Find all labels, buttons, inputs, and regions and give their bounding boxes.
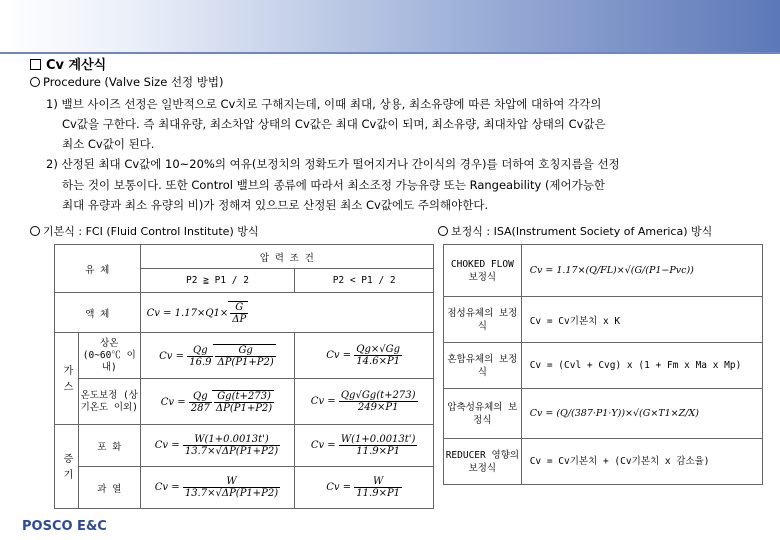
condition-p2-ge: P2 ≧ P1 / 2: [140, 269, 295, 293]
steam-saturated-label: 포 화: [78, 425, 140, 467]
gas-temp-corr-label: 온도보정 (상기온도 이외): [78, 379, 140, 425]
isa-heading: 보정식 : ISA(Instrument Society of America) 방식: [438, 223, 712, 241]
condition-p2-lt: P2 < P1 / 2: [295, 269, 434, 293]
steam-superheated-label: 과 열: [78, 467, 140, 509]
fci-heading: 기본식 : FCI (Fluid Control Institute) 방식: [30, 223, 259, 241]
slide-title-text: Cv 계산식: [46, 58, 107, 73]
circle-bullet-icon: [30, 226, 40, 236]
steam-sat-formula-a: Cv = $\frac{W(1+0.0013t')}{13.7\times√\Delta P(P1+P2)}$: [140, 425, 295, 467]
isa-formula-viscous: Cv = Cv기본치 x K: [521, 297, 762, 343]
isa-correction-table: [443, 244, 763, 485]
steam-label: 증 기: [55, 425, 79, 509]
isa-formula-mixed: Cv = (Cvl + Cvg) x (1 + Fm x Ma x Mp): [521, 343, 762, 389]
procedure-heading: Procedure (Valve Size 선정 방법): [30, 73, 224, 91]
procedure-line-6: 최대 유량과 최소 유량의 비)가 정해져 있으므로 산정된 최소 Cv값에도 주의해야한다.: [62, 198, 489, 212]
procedure-line-2: Cv값을 구한다. 즉 최대유량, 최소차압 상태의 Cv값은 최대 Cv값이 되며, 최소유량, 최대차압 상태의 Cv값은: [62, 117, 606, 131]
gas-room-formula-b: Cv = $\frac{Qg\times√Gg}{14.6\times P1}$: [295, 333, 434, 379]
isa-formula-compressible: Cv = (Q/(387·P1·Y))×√(G×T1×Z/X): [521, 389, 762, 439]
gas-room-formula-a: Cv = $\frac{Qg}{16.9}$ $\frac{Gg}{\Delta P(P1+P2)}$: [140, 333, 295, 379]
fluid-header: 유 체: [55, 245, 141, 293]
isa-label-reducer: REDUCER 영향의 보정식: [444, 439, 522, 485]
procedure-line-3: 최소 Cv값이 된다.: [62, 137, 155, 151]
procedure-line-4: 2) 산정된 최대 Cv값에 10~20%의 여유(보정치의 정확도가 떨어지거나 간이식의 경우)를 더하여 호칭지름을 선정: [46, 157, 620, 171]
steam-super-formula-a: Cv = $\frac{W}{13.7\times√\Delta P(P1+P2)}$: [140, 467, 295, 509]
fci-formula-table: [54, 244, 434, 509]
liquid-formula: Cv = 1.17×Q1× $\frac{G}{\Delta P}$: [140, 293, 433, 333]
isa-label-viscous: 점성유체의 보정식: [444, 297, 522, 343]
gas-room-temp-label: 상온 (0~60℃ 이내): [78, 333, 140, 379]
isa-formula-reducer: Cv = Cv기본치 + (Cv기본치 x 감소율): [521, 439, 762, 485]
procedure-line-1: 1) 밸브 사이즈 선정은 일반적으로 Cv치로 구해지는데, 이때 최대, 상용, 최소유량에 따른 차압에 대하여 각각의: [46, 97, 602, 111]
steam-super-formula-b: Cv = $\frac{W}{11.9\times P1}$: [295, 467, 434, 509]
isa-label-compressible: 압축성유체의 보정식: [444, 389, 522, 439]
gas-temp-formula-a: Cv = $\frac{Qg}{287}$ $\frac{Gg(t+273)}{\Delta P(P1+P2)}$: [140, 379, 295, 425]
isa-formula-choked: Cv = 1.17×(Q/FL)×√(G/(P1−Pvc)): [521, 245, 762, 297]
slide-title: [30, 54, 106, 73]
liquid-label: 액 체: [55, 293, 141, 333]
gas-temp-formula-b: Cv = $\frac{Qg√Gg(t+273)}{249\times P1}$: [295, 379, 434, 425]
circle-bullet-icon: [438, 226, 448, 236]
square-bullet-icon: [30, 59, 41, 70]
header-divider: [0, 52, 780, 54]
header-gradient-bar: [0, 0, 780, 52]
isa-label-mixed: 혼합유체의 보정식: [444, 343, 522, 389]
steam-sat-formula-b: Cv = $\frac{W(1+0.0013t')}{11.9\times P1}$: [295, 425, 434, 467]
pressure-condition-header: 압 력 조 건: [140, 245, 433, 269]
procedure-line-5: 하는 것이 보통이다. 또한 Control 밸브의 종류에 따라서 최소조정 가능유량 또는 Rangeability (제어가능한: [62, 178, 605, 192]
circle-bullet-icon: [30, 77, 40, 87]
company-logo: POSCO E&C: [22, 519, 107, 534]
isa-label-choked: CHOKED FLOW 보정식: [444, 245, 522, 297]
gas-label: 가 스: [55, 333, 79, 425]
